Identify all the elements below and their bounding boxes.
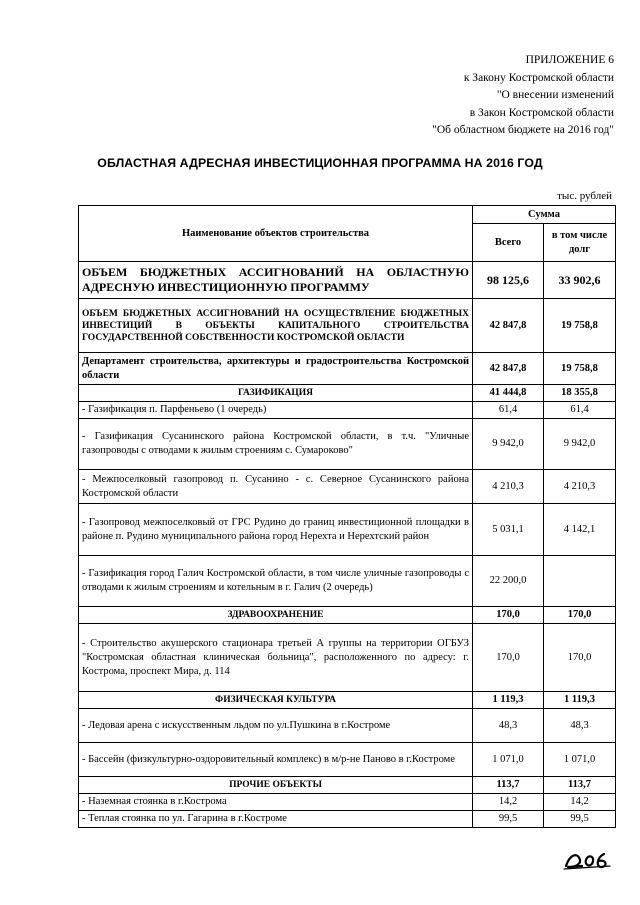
- row-name: - Строительство акушерского стационара третьей А группы на территории ОГБУЗ "Костромская областная клиническая больница", расположенного по адресу: г. Кострома, проспект Мира, д. 114: [79, 624, 473, 692]
- row-debt: 14,2: [544, 794, 616, 811]
- row-name: - Наземная стоянка в г.Кострома: [79, 794, 473, 811]
- row-total: 41 444,8: [473, 385, 544, 402]
- table-row: [79, 470, 616, 504]
- row-name: - Газификация город Галич Костромской области, в том числе уличные газопроводы с отводами к жилым строениям и котельным в г. Галич (2 очередь): [79, 556, 473, 607]
- table-row: [79, 624, 616, 692]
- row-total: 48,3: [473, 709, 544, 743]
- row-debt: 113,7: [544, 777, 616, 794]
- row-debt: 33 902,6: [544, 262, 616, 299]
- table-row: [79, 794, 616, 811]
- appendix-line: к Закону Костромской области: [463, 71, 614, 84]
- column-header-debt: в том числе долг: [544, 224, 616, 262]
- handwritten-page-number: [560, 846, 616, 872]
- row-name: - Бассейн (физкультурно-оздоровительный комплекс) в м/р-не Паново в г.Костроме: [79, 743, 473, 777]
- page-title: ОБЛАСТНАЯ АДРЕСНАЯ ИНВЕСТИЦИОННАЯ ПРОГРАММА НА 2016 ГОД: [97, 156, 543, 170]
- row-debt: 48,3: [544, 709, 616, 743]
- table-row: [79, 353, 616, 385]
- row-name: - Ледовая арена с искусственным льдом по ул.Пушкина в г.Костроме: [79, 709, 473, 743]
- row-total: 4 210,3: [473, 470, 544, 504]
- units-label: тыс. рублей: [557, 190, 612, 202]
- row-total: 22 200,0: [473, 556, 544, 607]
- table-row: [79, 299, 616, 353]
- row-name: - Газификация Сусанинского района Костромской области, в т.ч. "Уличные газопроводы с отводами к жилым строениям с. Сумароково": [79, 419, 473, 470]
- row-debt: [544, 556, 616, 607]
- appendix-header: [432, 52, 614, 140]
- table-row: [79, 262, 616, 299]
- appendix-line: в Закон Костромской области: [469, 106, 614, 119]
- column-header-name: Наименование объектов строительства: [79, 206, 473, 262]
- row-debt: 9 942,0: [544, 419, 616, 470]
- row-total: 5 031,1: [473, 504, 544, 556]
- row-total: 170,0: [473, 624, 544, 692]
- row-total: 61,4: [473, 402, 544, 419]
- table-row: [79, 709, 616, 743]
- appendix-line: "Об областном бюджете на 2016 год": [432, 124, 614, 136]
- row-total: 42 847,8: [473, 353, 544, 385]
- row-name: Департамент строительства, архитектуры и градостроительства Костромской области: [79, 353, 473, 385]
- table-row: [79, 743, 616, 777]
- column-header-sum: Сумма: [473, 206, 616, 224]
- row-total: 9 942,0: [473, 419, 544, 470]
- category-name: ПРОЧИЕ ОБЪЕКТЫ: [79, 777, 473, 794]
- row-total: 170,0: [473, 607, 544, 624]
- row-total: 113,7: [473, 777, 544, 794]
- row-debt: 170,0: [544, 607, 616, 624]
- row-debt: 170,0: [544, 624, 616, 692]
- row-debt: 4 210,3: [544, 470, 616, 504]
- row-debt: 1 119,3: [544, 692, 616, 709]
- appendix-line: "О внесении изменений: [496, 89, 614, 101]
- row-total: 14,2: [473, 794, 544, 811]
- table-row: [79, 607, 616, 624]
- row-total: 1 071,0: [473, 743, 544, 777]
- table-row: [79, 504, 616, 556]
- row-name: - Теплая стоянка по ул. Гагарина в г.Костроме: [79, 811, 473, 828]
- category-name: ФИЗИЧЕСКАЯ КУЛЬТУРА: [79, 692, 473, 709]
- table-header-row: [79, 206, 616, 224]
- row-name: - Межпоселковый газопровод п. Сусанино - с. Северное Сусанинского района Костромской области: [79, 470, 473, 504]
- row-debt: 19 758,8: [544, 353, 616, 385]
- row-debt: 4 142,1: [544, 504, 616, 556]
- row-name: ОБЪЕМ БЮДЖЕТНЫХ АССИГНОВАНИЙ НА ОБЛАСТНУЮ АДРЕСНУЮ ИНВЕСТИЦИОННУЮ ПРОГРАММУ: [79, 262, 473, 299]
- investment-table: [78, 205, 616, 828]
- table-row: [79, 692, 616, 709]
- row-name: - Газификация п. Парфеньево (1 очередь): [79, 402, 473, 419]
- row-debt: 1 071,0: [544, 743, 616, 777]
- row-debt: 18 355,8: [544, 385, 616, 402]
- row-name: ОБЪЕМ БЮДЖЕТНЫХ АССИГНОВАНИЙ НА ОСУЩЕСТВЛЕНИЕ БЮДЖЕТНЫХ ИНВЕСТИЦИЙ В ОБЪЕКТЫ КАПИТАЛЬНОГО СТРОИТЕЛЬСТВА ГОСУДАРСТВЕННОЙ СОБСТВЕННОСТИ КОСТРОМСКОЙ ОБЛАСТИ: [79, 299, 473, 353]
- category-name: ЗДРАВООХРАНЕНИЕ: [79, 607, 473, 624]
- row-total: 99,5: [473, 811, 544, 828]
- table-row: [79, 385, 616, 402]
- row-total: 1 119,3: [473, 692, 544, 709]
- row-debt: 61,4: [544, 402, 616, 419]
- table-row: [79, 402, 616, 419]
- row-debt: 19 758,8: [544, 299, 616, 353]
- appendix-line: ПРИЛОЖЕНИЕ 6: [525, 54, 614, 66]
- table-row: [79, 777, 616, 794]
- row-total: 98 125,6: [473, 262, 544, 299]
- table-row: [79, 811, 616, 828]
- row-name: - Газопровод межпоселковый от ГРС Рудино до границ инвестиционной площадки в районе п. Рудино муниципального района город Нерехта и Нерехтский район: [79, 504, 473, 556]
- row-total: 42 847,8: [473, 299, 544, 353]
- category-name: ГАЗИФИКАЦИЯ: [79, 385, 473, 402]
- table-row: [79, 556, 616, 607]
- row-debt: 99,5: [544, 811, 616, 828]
- table-row: [79, 419, 616, 470]
- column-header-total: Всего: [473, 224, 544, 262]
